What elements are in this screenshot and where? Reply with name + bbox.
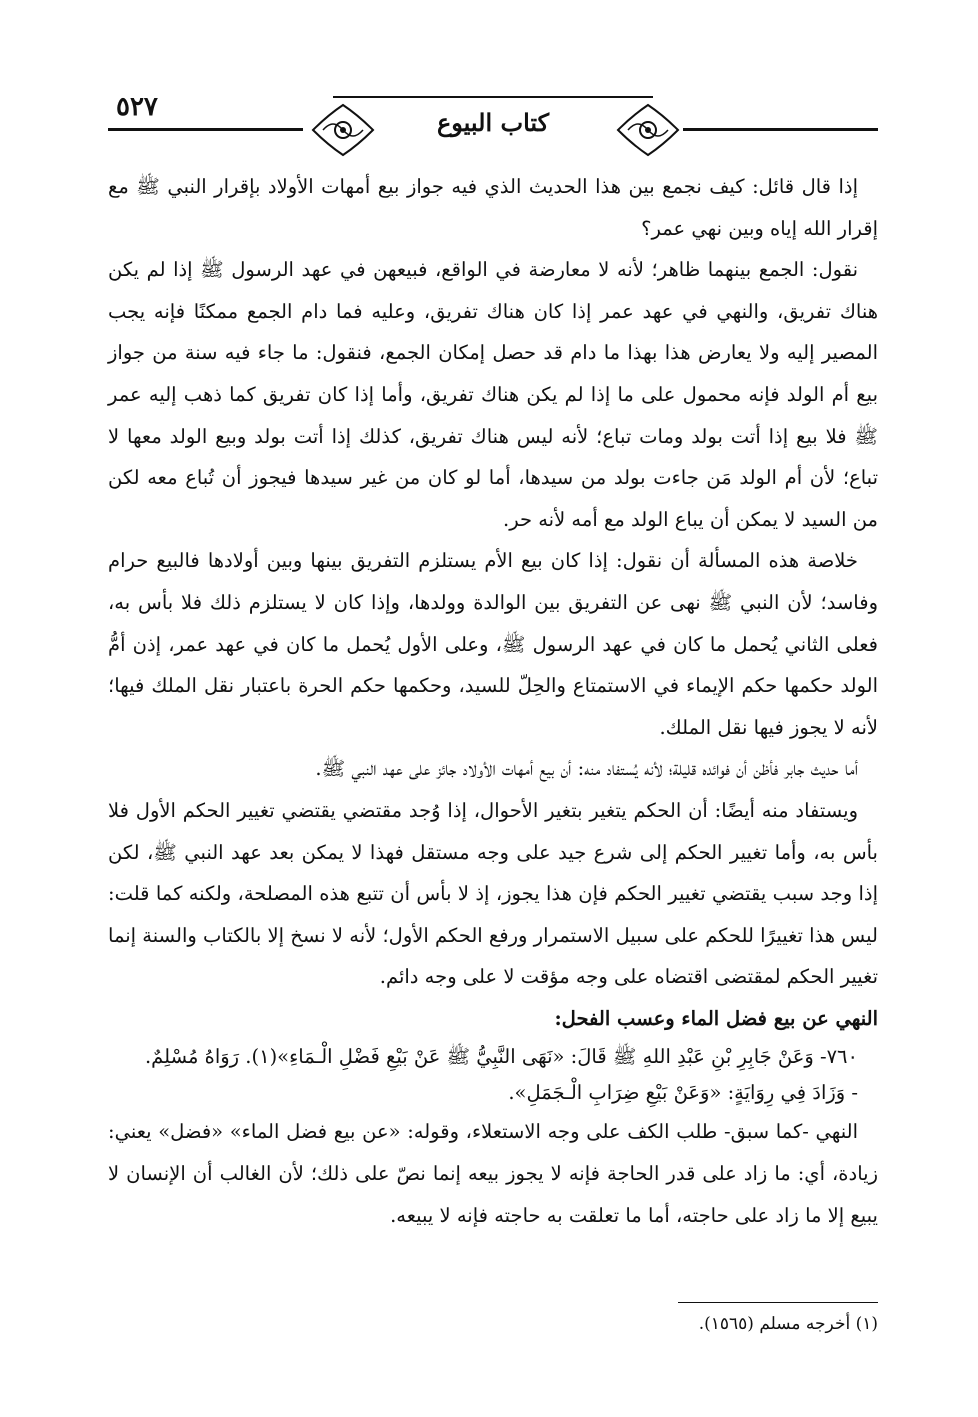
paragraph-closing: النهي -كما سبق- طلب الكف على وجه الاستعلاء، وقوله: «عن بيع فضل الماء» «فضل» يعني: زيادة، أي: ما زاد على قدر الحاجة فإنه لا يجوز بيعه إنما نصّ على ذلك؛ لأن الغالب أن الإنسان لا يبيع إلا ما زاد على حاجته، أما ما تعلقت به حاجته فإنه لا يبيعه. — [108, 1120, 878, 1227]
paragraph-question: إذا قال قائل: كيف نجمع بين هذا الحديث الذي فيه جواز بيع أمهات الأولاد بإقرار النبي ﷺ مع إقرار الله إياه وبين نهي عمر؟ — [108, 175, 878, 240]
paragraph-summary: خلاصة هذه المسألة أن نقول: إذا كان بيع الأم يستلزم التفريق بينها وبين أولادها فالبيع حرام وفاسد؛ لأن النبي ﷺ نهى عن التفريق بين الوالدة وولدها، وإذا كان لا يستلزم ذلك فلا بأس به، فعلى الثاني يُحمل ما كان في عهد الرسول ﷺ، وعلى الأول يُحمل ما كان في عهد عمر، إذن أمُّ الولد حكمها حكم الإيماء في الاستمتاع والحِلّ للسيد، وحكمها حكم الحرة باعتبار نقل الملك فيها؛ لأنه لا يجوز فيها نقل الملك. — [108, 549, 878, 739]
page-title: كتاب البيوع — [436, 108, 550, 137]
header-rule-right — [683, 128, 878, 131]
footnote: (١) أخرجه مسلم (١٥٦٥). — [698, 1314, 878, 1334]
page-header — [108, 86, 878, 166]
hadith-line: - وَزَادَ فِي رِوَايَةٍ: «وَعَنْ بَيْعِ ضِرَابِ الْـجَمَلِ». — [508, 1081, 858, 1105]
section-heading: النهي عن بيع فضل الماء وعسب الفحل: — [554, 1006, 878, 1030]
header-rule-left — [108, 128, 303, 131]
paragraph-answer: نقول: الجمع بينهما ظاهر؛ لأنه لا معارضة في الواقع، فبيعهن في عهد الرسول ﷺ إذا لم يكن هناك تفريق، والنهي في عهد عمر إذا كان هناك تفريق، وعليه فما دام الجمع ممكنًا فإنه يجب المصير إليه ولا يعارض هذا بهذا ما دام قد حصل إمكان الجمع، فنقول: ما جاء فيه سنة من جواز بيع أم الولد فإنه محمول على ما إذا لم يكن هناك تفريق، وأما إذا كان تفريق كما ذهب إليه عمر ﷺ فلا بيع إذا أتت بولد ومات تباع؛ لأنه ليس هناك تفريق، كذلك إذا أتت بولد وبيع الولد معها لا تباع؛ لأن أم الولد مَن جاءت بولد من سيدها، أما لو كان من غير سيدها فيجوز أن تُباع معه لكن من السيد لا يمكن أن يباع الولد مع أمه لأنه حر. — [108, 258, 878, 531]
hadith-line: ٧٦٠- وَعَنْ جَابِرِ بْنِ عَبْدِ اللهِ ﷺ قَالَ: «نَهَى النَّبِيُّ ﷺ عَنْ بَيْعِ فَضْلِ الْـمَاءِ»(١). رَوَاهُ مُسْلِمٌ. — [144, 1045, 858, 1069]
page-number: ٥٢٧ — [116, 92, 158, 122]
footnote-rule — [678, 1302, 878, 1303]
body-text — [108, 166, 878, 1236]
ornament-right-icon — [613, 100, 683, 160]
paragraph-jabir: أما حديث جابر فأظن أن فوائده قليلة؛ لأنه يُستفاد منه: أن بيع أمهات الأولاد جائز على عهد النبي ﷺ. — [315, 757, 858, 781]
header-top-rule — [333, 96, 653, 98]
paragraph-benefit: ويستفاد منه أيضًا: أن الحكم يتغير بتغير الأحوال، إذا وُجد مقتضي يقتضي تغيير الحكم الأول فلا بأس به، وأما تغيير الحكم إلى شرع جيد على وجه مستقل فهذا لا يمكن بعد عهد النبي ﷺ، لكن إذا وجد سبب يقتضي تغيير الحكم فإن هذا يجوز، إذ لا بأس أن تتبع هذه المصلحة، ولكنه كما قلت: ليس هذا تغييرًا للحكم على سبيل الاستمرار ورفع الحكم الأول؛ لأنه لا نسخ إلا بالكتاب والسنة إنما تغيير الحكم لمقتضى اقتضاه على وجه مؤقت لا على وجه دائم. — [108, 798, 878, 989]
